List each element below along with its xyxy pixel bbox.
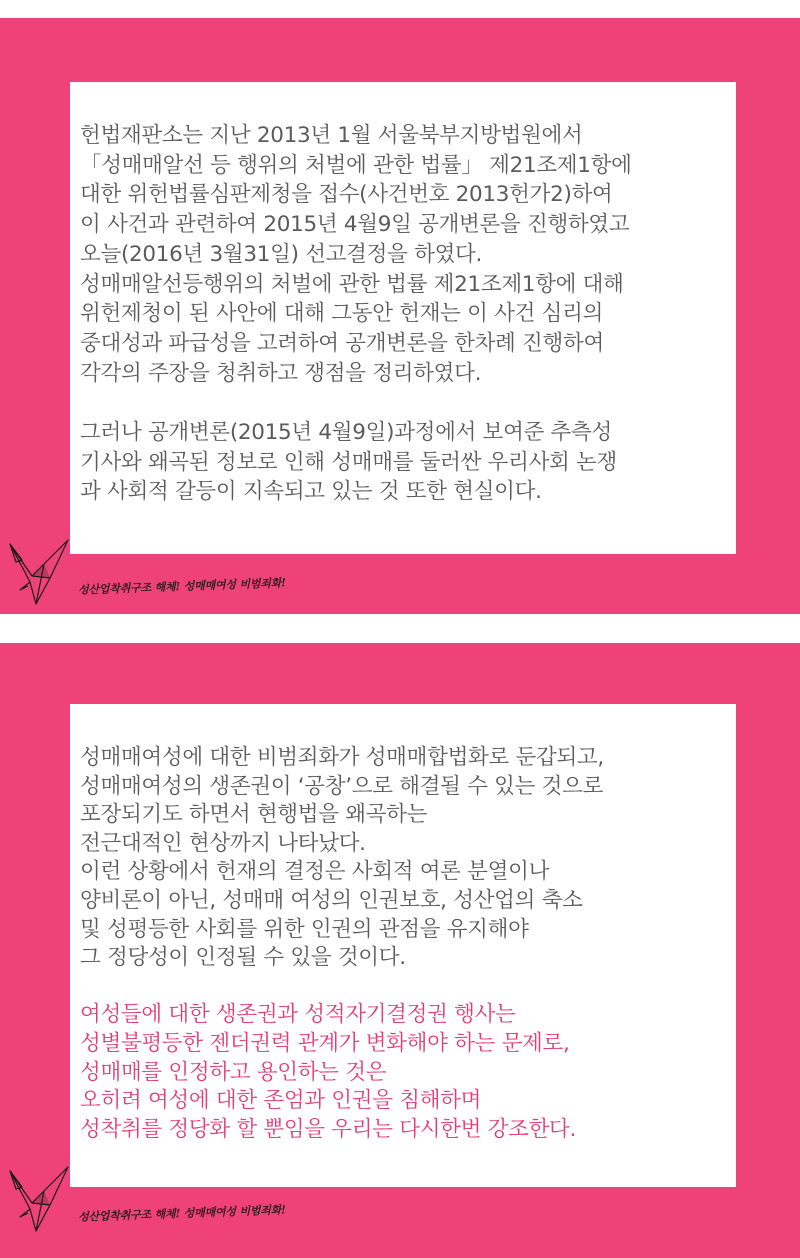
paper-crane-icon [6, 534, 78, 608]
text-line: 그 정당성이 인정될 수 있을 것이다. [80, 945, 406, 971]
text-card-1 [70, 82, 736, 554]
slogan-footer-2 [0, 1161, 420, 1241]
emphasis-line: 성별불평등한 젠더권력 관계가 변화해야 하는 문제로, [80, 1030, 570, 1056]
text-line: 헌법재판소는 지난 2013년 1월 서울북부지방법원에서 [80, 123, 583, 148]
text-line: 이 사건과 관련하여 2015년 4월9일 공개변론을 진행하였고 [80, 212, 630, 238]
text-line: 및 성평등한 사회를 위한 인권의 관점을 유지해야 [80, 916, 529, 942]
text-line: 양비론이 아닌, 성매매 여성의 인권보호, 성산업의 축소 [80, 887, 583, 913]
emphasis-line: 성매매를 인정하고 용인하는 것은 [80, 1059, 387, 1085]
text-line: 각각의 주장을 청취하고 쟁점을 정리하였다. [80, 360, 482, 386]
emphasis-line: 여성들에 대한 생존권과 성적자기결정권 행사는 [80, 1002, 516, 1028]
text-line: 전근대적인 현상까지 나타났다. [80, 830, 366, 856]
paper-crane-icon [6, 1161, 78, 1235]
text-card-2 [70, 704, 736, 1187]
text-line: 위헌제청이 된 사안에 대해 그동안 헌재는 이 사건 심리의 [80, 301, 604, 327]
emphasis-line: 성착취를 정당화 할 뿐임을 우리는 다시한번 강조한다. [80, 1116, 577, 1142]
text-line: 대한 위헌법률심판제청을 접수(사건번호 2013헌가2)하여 [80, 182, 613, 208]
text-line: 그러나 공개변론(2015년 4월9일)과정에서 보여준 추측성 [80, 420, 612, 446]
paragraph-gap [80, 388, 736, 418]
slogan-footer-1 [0, 534, 420, 614]
slogan-text: 성산업착취구조 해체! 성매매여성 비범죄화! [77, 1203, 287, 1224]
paragraph-gap [80, 973, 736, 1002]
text-line: 성매매여성의 생존권이 ‘공창’으로 해결될 수 있는 것으로 [80, 773, 604, 799]
text-line: 포장되기도 하면서 현행법을 왜곡하는 [80, 802, 428, 828]
paragraph-2 [80, 418, 736, 507]
emphasis-paragraph [80, 1001, 736, 1144]
text-line: 과 사회적 갈등이 지속되고 있는 것 또한 현실이다. [80, 479, 542, 505]
text-line: 「성매매알선 등 행위의 처벌에 관한 법률」 제21조제1항에 [80, 152, 632, 178]
text-line: 기사와 왜곡된 정보로 인해 성매매를 둘러싼 우리사회 논쟁 [80, 449, 617, 475]
text-line: 중대성과 파급성을 고려하여 공개변론을 한차례 진행하여 [80, 330, 604, 356]
emphasis-line: 오히려 여성에 대한 존엄과 인권을 침해하며 [80, 1088, 482, 1114]
paragraph-1 [80, 121, 736, 388]
statement-panel-1 [0, 18, 800, 614]
text-line: 오늘(2016년 3월31일) 선고결정을 하였다. [80, 241, 483, 267]
statement-panel-2 [0, 643, 800, 1258]
text-line: 성매매알선등행위의 처벌에 관한 법률 제21조제1항에 대해 [80, 271, 624, 297]
paragraph-1 [80, 744, 736, 973]
slogan-text: 성산업착취구조 해체! 성매매여성 비범죄화! [77, 576, 287, 597]
text-line: 성매매여성에 대한 비범죄화가 성매매합법화로 둔갑되고, [80, 745, 604, 770]
text-line: 이런 상황에서 헌재의 결정은 사회적 여론 분열이나 [80, 859, 550, 885]
